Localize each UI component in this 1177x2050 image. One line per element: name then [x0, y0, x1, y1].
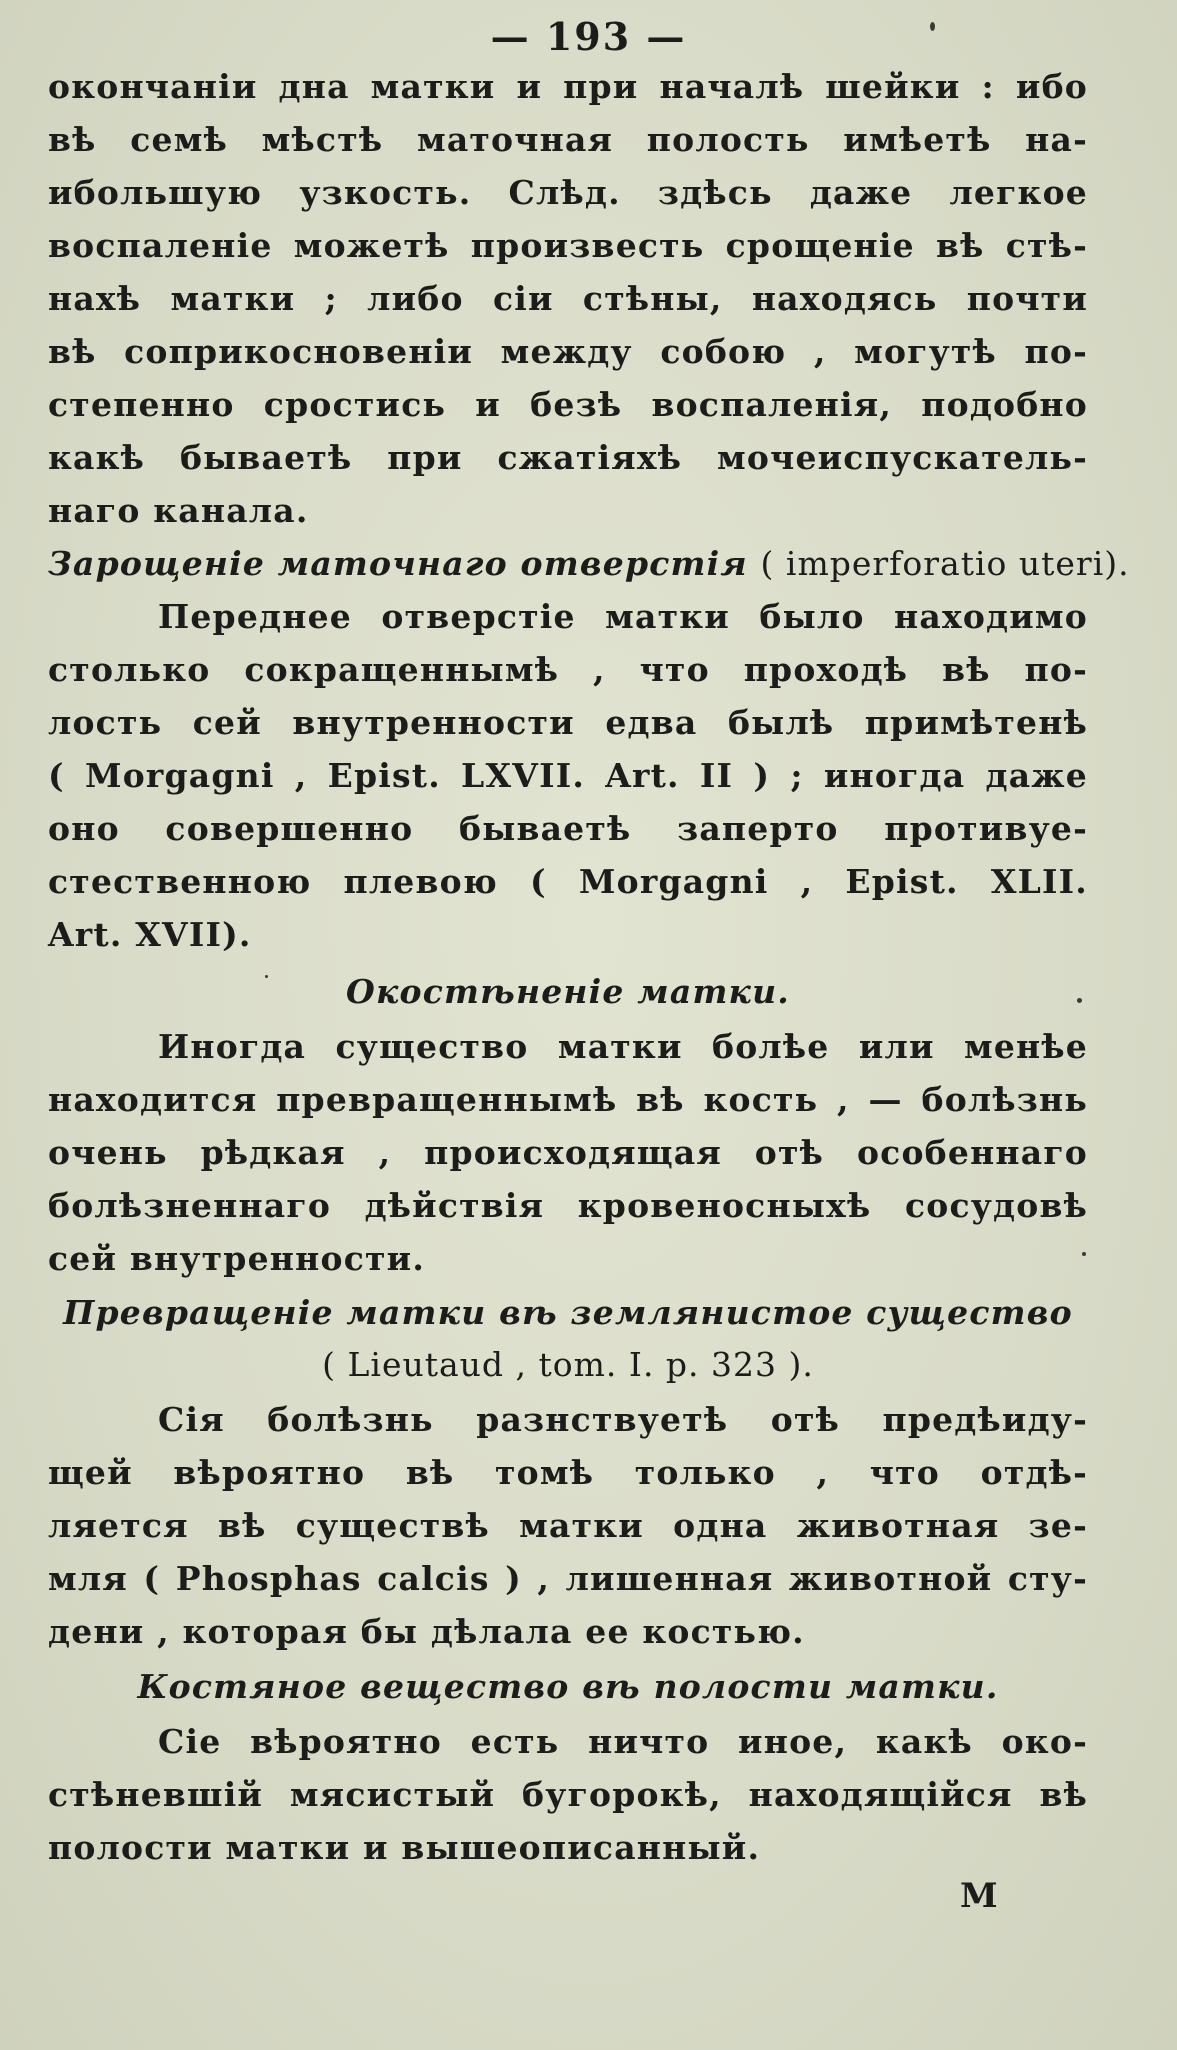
text-line: щей вѣроятно вѣ томѣ только , что отдѣ- — [48, 1453, 1088, 1492]
signature-mark: M — [960, 1876, 998, 1916]
section-heading: Окостѣненіе матки. — [346, 972, 790, 1011]
text-line: вѣ соприкосновеніи между собою , могутѣ по- — [48, 332, 1088, 371]
text-line: воспаленіе можетѣ произвесть срощеніе вѣ стѣ- — [48, 226, 1088, 265]
ink-speck — [1082, 1252, 1086, 1256]
section-heading — [48, 541, 1130, 587]
section-heading-latin: ( imperforatio uteri). — [760, 544, 1130, 583]
section-heading-text: Зарощеніе маточнаго отверстія — [48, 544, 748, 583]
text-line: Иногда существо матки болѣе или менѣе — [158, 1027, 1088, 1066]
ink-speck — [265, 975, 268, 978]
text-line: ибольшую узкость. Слѣд. здѣсь даже легкое — [48, 173, 1088, 212]
text-line: находится превращеннымѣ вѣ кость , — болѣзнь — [48, 1080, 1088, 1119]
text-line: окончаніи дна матки и при началѣ шейки : ибо — [48, 67, 1088, 106]
text-line: ляется вѣ существѣ матки одна животная зе- — [48, 1506, 1088, 1545]
text-line: Сія болѣзнь разнствуетѣ отѣ предѣиду- — [158, 1400, 1088, 1439]
text-line: полости матки и вышеописанный. — [48, 1828, 761, 1867]
text-line: лость сей внутренности едва былѣ примѣтенѣ — [48, 703, 1088, 742]
text-line: мля ( Phosphas calcis ) , лишенная животной сту- — [48, 1559, 1088, 1598]
text-line: стѣневшій мясистый бугорокѣ, находящійся вѣ — [48, 1775, 1088, 1814]
ink-speck — [930, 22, 935, 31]
text-line: Сіе вѣроятно есть ничто иное, какѣ око- — [158, 1722, 1088, 1761]
text-line: нахѣ матки ; либо сіи стѣны, находясь почти — [48, 279, 1088, 318]
text-line: болѣзненнаго дѣйствія кровеносныхѣ сосудовѣ — [48, 1186, 1088, 1225]
text-line: степенно сростись и безѣ воспаленія, подобно — [48, 385, 1088, 424]
section-heading: Костяное вещество вѣ полости матки. — [137, 1667, 999, 1706]
text-line: очень рѣдкая , происходящая отѣ особеннаго — [48, 1133, 1088, 1172]
ink-speck — [1077, 998, 1082, 1003]
text-line: дени , которая бы дѣлала ее костью. — [48, 1612, 805, 1651]
text-line: стественною плевою ( Morgagni , Epist. XLII. — [48, 862, 1088, 901]
section-heading-latin: ( Lieutaud , tom. I. p. 323 ). — [322, 1345, 814, 1384]
page-number: — 193 — — [490, 14, 687, 59]
section-heading: Превращеніе матки вѣ землянистое существо — [63, 1293, 1073, 1332]
text-line: Переднее отверстіе матки было находимо — [158, 597, 1088, 636]
text-line: сей внутренности. — [48, 1239, 426, 1278]
text-line: какѣ бываетѣ при сжатіяхѣ мочеиспускатель- — [48, 438, 1088, 477]
text-line: ( Morgagni , Epist. LXVII. Art. II ) ; иногда даже — [48, 756, 1088, 795]
text-line: Art. XVII). — [48, 915, 252, 954]
text-line: столько сокращеннымѣ , что проходѣ вѣ по- — [48, 650, 1088, 689]
text-line: вѣ семѣ мѣстѣ маточная полость имѣетѣ на- — [48, 120, 1088, 159]
text-line: наго канала. — [48, 491, 309, 530]
text-line: оно совершенно бываетѣ заперто противуе- — [48, 809, 1088, 848]
